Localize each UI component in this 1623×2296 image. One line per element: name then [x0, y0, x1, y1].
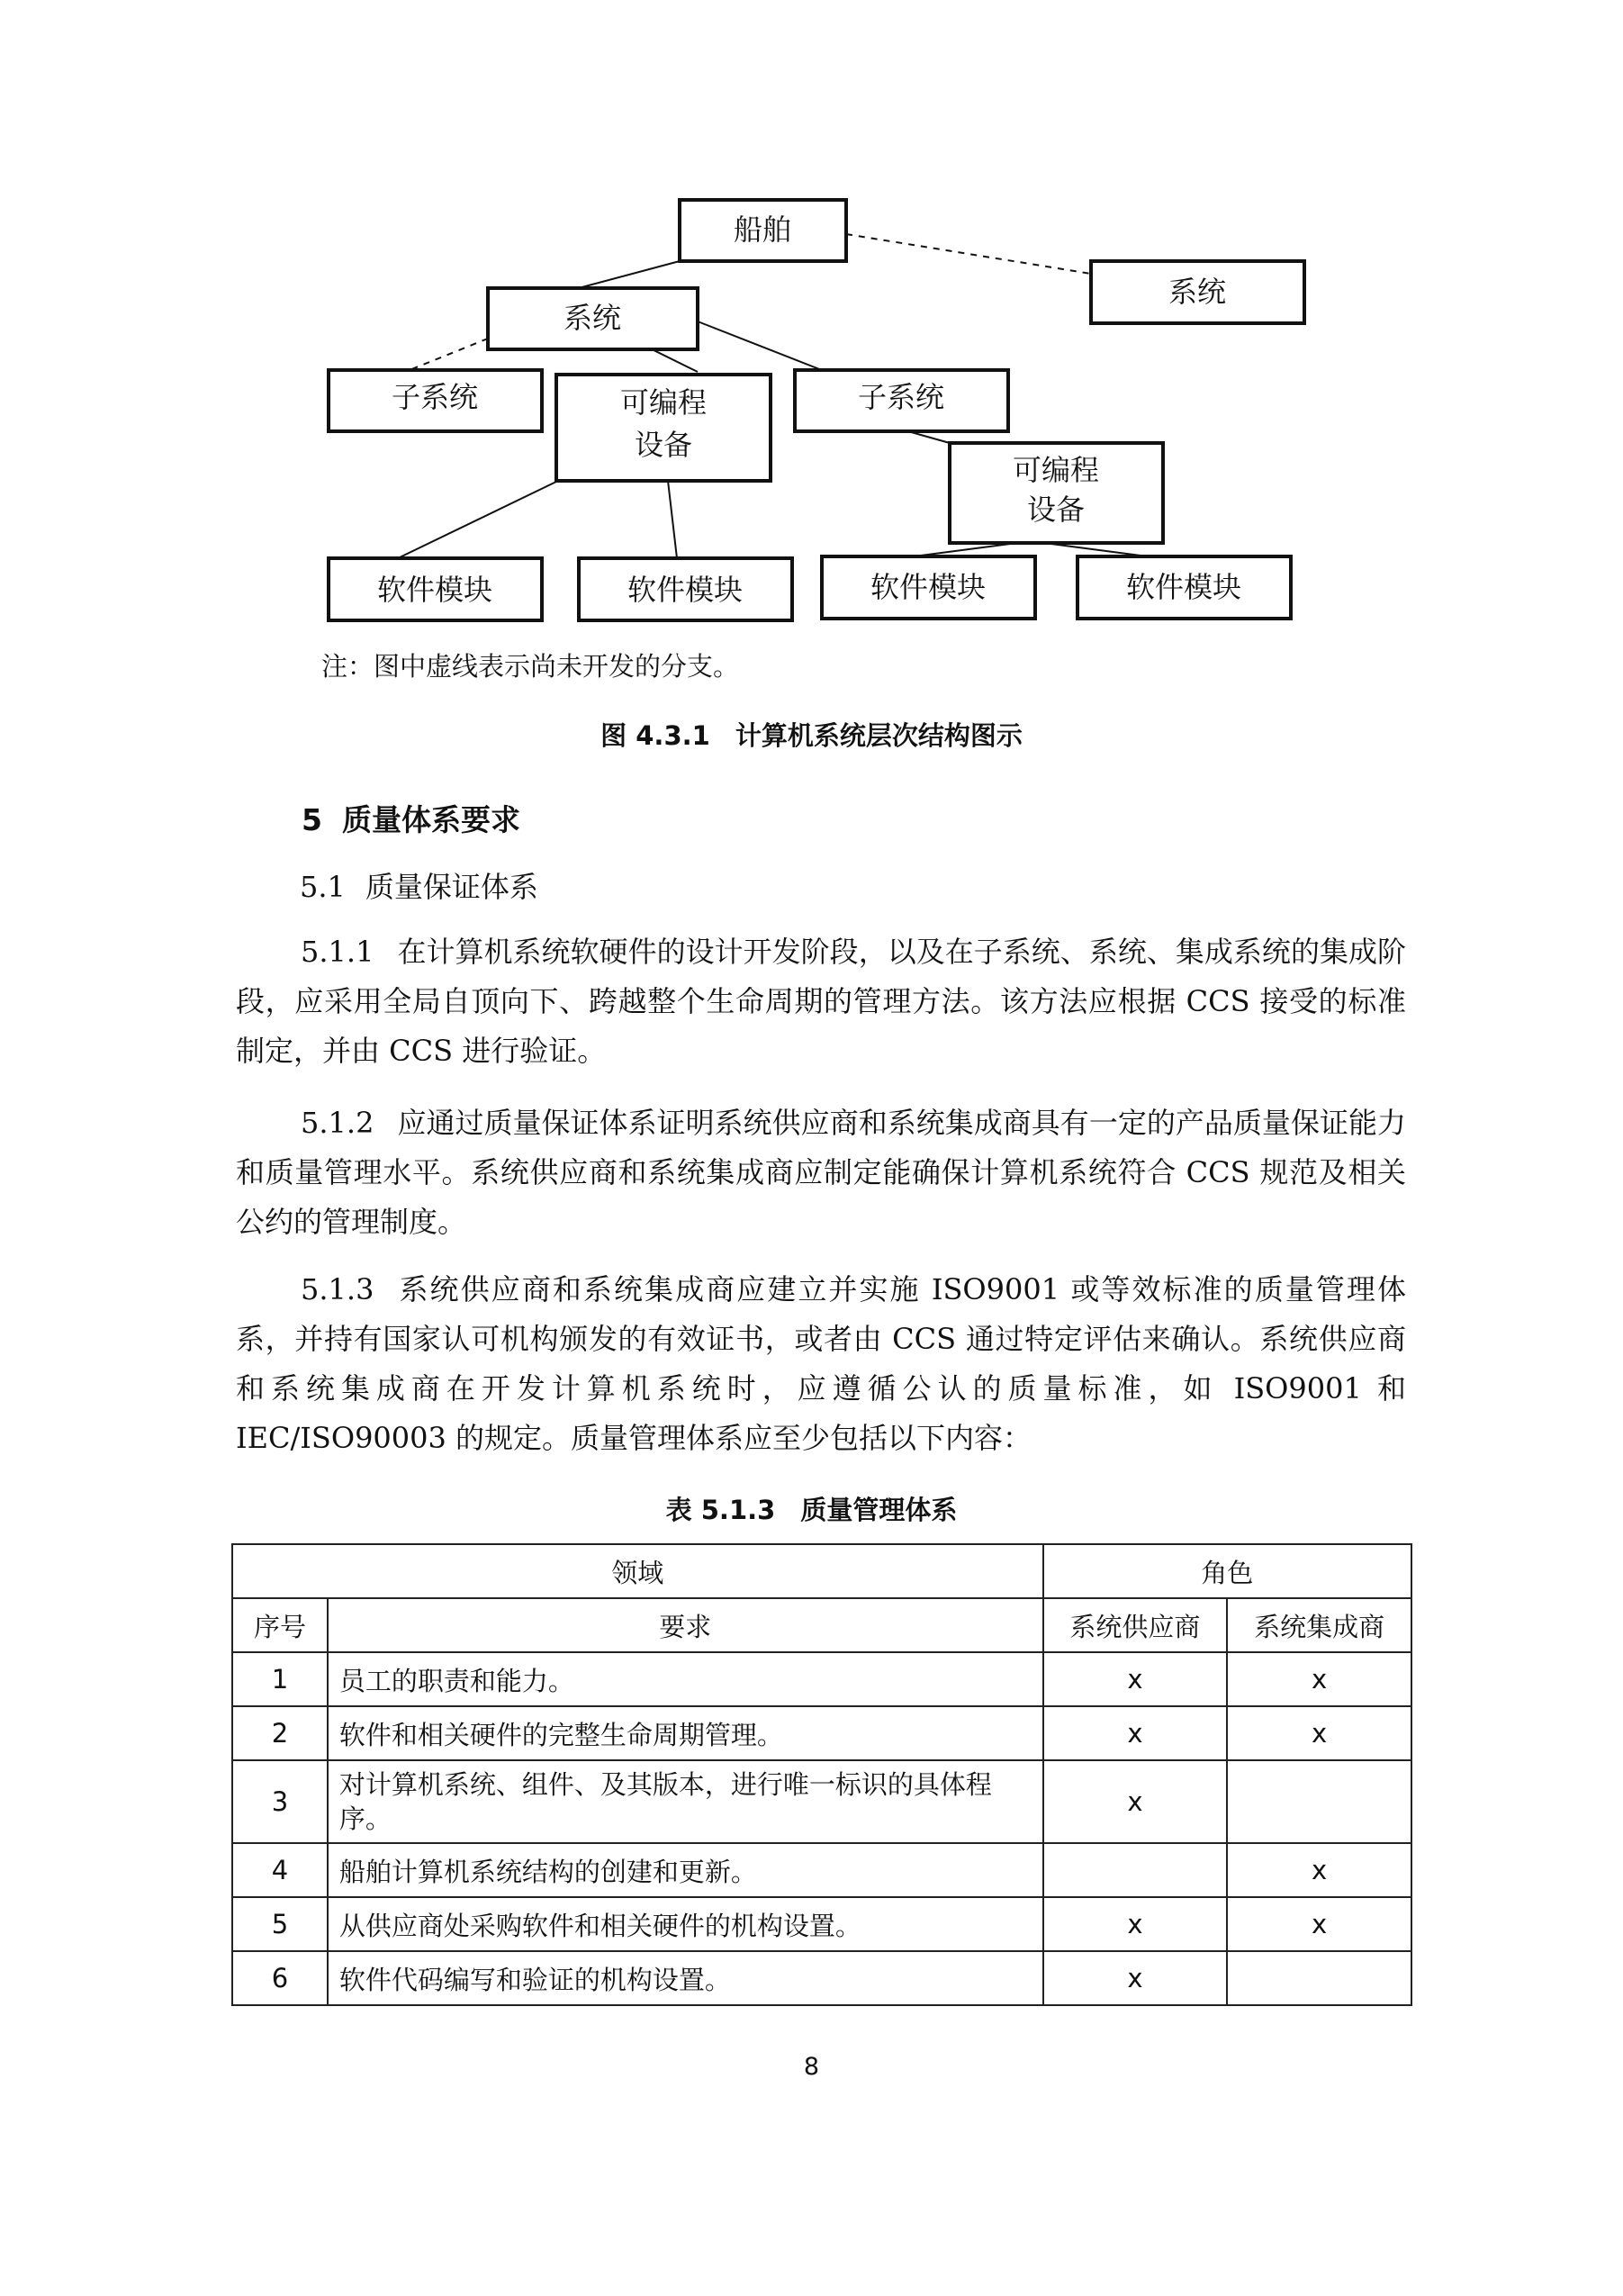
table-header-row	[232, 1544, 1411, 1598]
node-software-module	[1077, 556, 1291, 619]
cell-supplier	[1043, 1843, 1228, 1897]
node-programmable-left-line1: 可编程	[619, 385, 708, 420]
hierarchy-diagram	[0, 0, 1623, 666]
node-subsystem-right	[795, 370, 1008, 431]
paragraph-5-1-2	[236, 1098, 1406, 1247]
cell-supplier: x	[1043, 1652, 1228, 1706]
section-5-1-title: 质量保证体系	[365, 870, 538, 904]
cell-seq: 6	[232, 1951, 328, 2005]
node-programmable-left-line2: 设备	[634, 428, 693, 462]
node-software-module	[579, 558, 792, 620]
node-software-module-label: 软件模块	[1125, 570, 1242, 604]
node-programmable-right-line2: 设备	[1026, 493, 1086, 527]
node-software-module-label: 软件模块	[627, 573, 744, 607]
cell-integrator	[1227, 1760, 1411, 1843]
connector-programmable-module-2	[668, 481, 677, 558]
paragraph-5-1-1-text: 在计算机系统软硬件的设计开发阶段，以及在子系统、系统、集成系统的集成阶段，应采用全局自顶向下、跨越整个生命周期的管理方法。该方法应根据 CCS 接受的标准制定，并由 CCS 进行验证。	[236, 935, 1406, 1068]
header-integrator: 系统集成商	[1227, 1598, 1411, 1652]
quality-management-table	[231, 1543, 1412, 2006]
cell-seq: 5	[232, 1897, 328, 1951]
section-5-1-heading	[300, 864, 538, 906]
cell-seq: 3	[232, 1760, 328, 1843]
node-subsystem-left-label: 子系统	[391, 380, 479, 414]
table-caption-title: 质量管理体系	[800, 1495, 958, 1525]
section-5-number: 5	[302, 802, 322, 837]
cell-integrator: x	[1227, 1843, 1411, 1897]
dashed-connector-system-subsystem-left	[405, 339, 488, 372]
diagram-note: 注：图中虚线表示尚未开发的分支。	[321, 651, 740, 682]
node-software-module-label: 软件模块	[376, 573, 493, 607]
node-subsystem-right-label: 子系统	[857, 380, 945, 414]
paragraph-5-1-3-text: 系统供应商和系统集成商应建立并实施 ISO9001 或等效标准的质量管理体系，并持有国家认可机构颁发的有效证书，或者由 CCS 通过特定评估来确认。系统供应商和系统集成商在开发计算机系统时，应遵循公认的质量标准，如 ISO9001 和 IEC/ISO90003 的规定。质量管理体系应至少包括以下内容：	[236, 1272, 1406, 1455]
cell-integrator: x	[1227, 1652, 1411, 1706]
connector-ship-system	[572, 261, 680, 290]
node-programmable-right-line1: 可编程	[1012, 453, 1100, 487]
cell-requirement: 船舶计算机系统结构的创建和更新。	[328, 1843, 1043, 1897]
node-ship-label: 船舶	[733, 212, 792, 247]
node-software-module	[822, 556, 1035, 619]
cell-integrator: x	[1227, 1897, 1411, 1951]
paragraph-5-1-3-number: 5.1.3	[301, 1272, 374, 1306]
node-system-main-label: 系统	[563, 301, 622, 335]
cell-supplier: x	[1043, 1760, 1228, 1843]
figure-caption	[0, 716, 1623, 753]
node-software-module-label: 软件模块	[870, 570, 987, 604]
figure-caption-title: 计算机系统层次结构图示	[735, 720, 1023, 751]
node-programmable-left	[556, 375, 771, 481]
paragraph-5-1-2-number: 5.1.2	[301, 1106, 374, 1140]
node-programmable-right	[950, 443, 1163, 543]
node-subsystem-left	[329, 370, 542, 431]
header-supplier: 系统供应商	[1043, 1598, 1228, 1652]
table-row	[232, 1652, 1411, 1706]
figure-caption-number: 图 4.3.1	[600, 720, 710, 751]
cell-requirement	[328, 1760, 1043, 1843]
cell-supplier: x	[1043, 1951, 1228, 2005]
dashed-connector-ship-system-right	[846, 234, 1091, 274]
cell-requirement: 从供应商处采购软件和相关硬件的机构设置。	[328, 1897, 1043, 1951]
table-row	[232, 1897, 1411, 1951]
cell-seq: 2	[232, 1706, 328, 1760]
cell-requirement: 软件代码编写和验证的机构设置。	[328, 1951, 1043, 2005]
cell-requirement: 软件和相关硬件的完整生命周期管理。	[328, 1706, 1043, 1760]
cell-supplier: x	[1043, 1706, 1228, 1760]
cell-requirement: 员工的职责和能力。	[328, 1652, 1043, 1706]
node-ship	[680, 200, 846, 261]
cell-supplier: x	[1043, 1897, 1228, 1951]
cell-seq: 4	[232, 1843, 328, 1897]
section-5-1-number: 5.1	[300, 870, 346, 904]
header-requirement: 要求	[328, 1598, 1043, 1652]
section-5-title: 质量体系要求	[341, 802, 520, 837]
paragraph-5-1-1-number: 5.1.1	[301, 935, 374, 969]
table-caption	[0, 1490, 1623, 1527]
header-role: 角色	[1043, 1544, 1411, 1598]
header-domain: 领域	[232, 1544, 1043, 1598]
node-system-right	[1091, 261, 1304, 323]
table-row	[232, 1760, 1411, 1843]
table-subheader-row	[232, 1598, 1411, 1652]
cell-seq: 1	[232, 1652, 328, 1706]
node-software-module	[329, 558, 542, 620]
header-seq: 序号	[232, 1598, 328, 1652]
connector-programmable-module-1	[398, 481, 558, 558]
connector-system-subsystem-right	[698, 321, 826, 372]
node-system-main	[488, 288, 698, 349]
table-row	[232, 1843, 1411, 1897]
cell-integrator: x	[1227, 1706, 1411, 1760]
node-system-right-label: 系统	[1168, 275, 1227, 309]
section-5-heading	[302, 797, 520, 839]
table-row	[232, 1951, 1411, 2005]
table-row	[232, 1706, 1411, 1760]
paragraph-5-1-2-text: 应通过质量保证体系证明系统供应商和系统集成商具有一定的产品质量保证能力和质量管理水平。系统供应商和系统集成商应制定能确保计算机系统符合 CCS 规范及相关公约的管理制度。	[236, 1106, 1406, 1239]
paragraph-5-1-3	[236, 1265, 1406, 1463]
page-number: 8	[803, 2053, 820, 2081]
cell-requirement-text: 对计算机系统、组件、及其版本，进行唯一标识的具体程序。	[338, 1769, 992, 1834]
paragraph-5-1-1	[236, 927, 1406, 1076]
table-caption-number: 表 5.1.3	[665, 1495, 776, 1525]
cell-integrator	[1227, 1951, 1411, 2005]
